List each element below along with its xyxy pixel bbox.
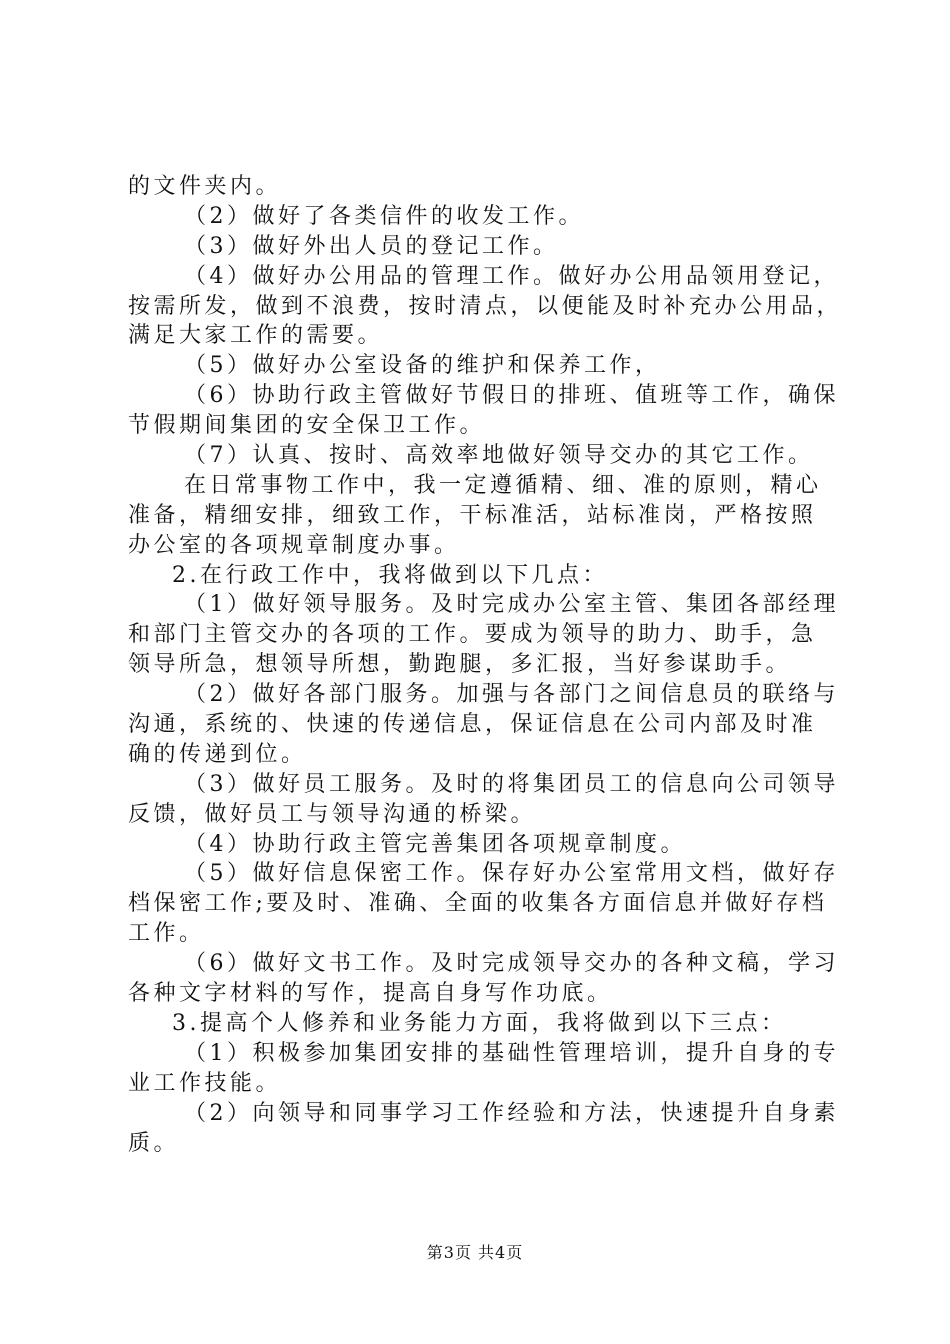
text-line: 领导所急，想领导所想，勤跑腿，多汇报，当好参谋助手。 (128, 652, 792, 678)
text-line: （3）做好员工服务。及时的将集团员工的信息向公司领导 (184, 771, 839, 797)
section-heading: 2.在行政工作中，我将做到以下几点： (172, 562, 608, 588)
text-line: （6）协助行政主管做好节假日的排班、值班等工作，确保 (184, 383, 839, 409)
text-line: 业工作技能。 (128, 1070, 282, 1096)
text-line: 质。 (128, 1130, 180, 1156)
text-line: （2）向领导和同事学习工作经验和方法，快速提升自身素 (184, 1100, 839, 1126)
text-line: （5）做好办公室设备的维护和保养工作， (184, 353, 661, 379)
text-line: （6）做好文书工作。及时完成领导交办的各种文稿，学习 (184, 951, 839, 977)
text-line: 反馈，做好员工与领导沟通的桥梁。 (128, 801, 537, 827)
text-line: （4）协助行政主管完善集团各项规章制度。 (184, 831, 686, 857)
text-line: 按需所发，做到不浪费，按时清点，以便能及时补充办公用品， (128, 293, 843, 319)
text-line: 办公室的各项规章制度办事。 (128, 532, 460, 558)
text-line: （7）认真、按时、高效率地做好领导交办的其它工作。 (184, 443, 814, 469)
text-line: 档保密工作;要及时、准确、全面的收集各方面信息并做好存档 (128, 891, 828, 917)
document-body (128, 172, 843, 1158)
text-line: 各种文字材料的写作，提高自身写作功底。 (128, 981, 613, 1007)
text-line: 在日常事物工作中，我一定遵循精、细、准的原则，精心 (184, 472, 822, 498)
text-line: （2）做好了各类信件的收发工作。 (184, 203, 584, 229)
text-line: （3）做好外出人员的登记工作。 (184, 233, 559, 259)
section-heading: 3.提高个人修养和业务能力方面，我将做到以下三点： (172, 1010, 787, 1036)
text-line: （2）做好各部门服务。加强与各部门之间信息员的联络与 (184, 682, 839, 708)
text-line: 沟通，系统的、快速的传递信息，保证信息在公司内部及时准 (128, 712, 817, 738)
text-line: 的文件夹内。 (128, 174, 282, 199)
text-line: 确的传递到位。 (128, 741, 307, 767)
text-line: 工作。 (128, 921, 205, 947)
text-line: 节假期间集团的安全保卫工作。 (128, 413, 486, 439)
text-line: （4）做好办公用品的管理工作。做好办公用品领用登记， (184, 263, 839, 289)
page-number-footer: 第3页 共4页 (426, 1243, 524, 1262)
text-line: 满足大家工作的需要。 (128, 323, 384, 349)
text-line: （1）做好领导服务。及时完成办公室主管、集团各部经理 (184, 592, 839, 618)
text-line: 和部门主管交办的各项的工作。要成为领导的助力、助手，急 (128, 622, 817, 648)
text-line: 准备，精细安排，细致工作，干标准活，站标准岗，严格按照 (128, 502, 817, 528)
text-line: （1）积极参加集团安排的基础性管理培训，提升自身的专 (184, 1040, 839, 1066)
text-line: （5）做好信息保密工作。保存好办公室常用文档，做好存 (184, 861, 839, 887)
